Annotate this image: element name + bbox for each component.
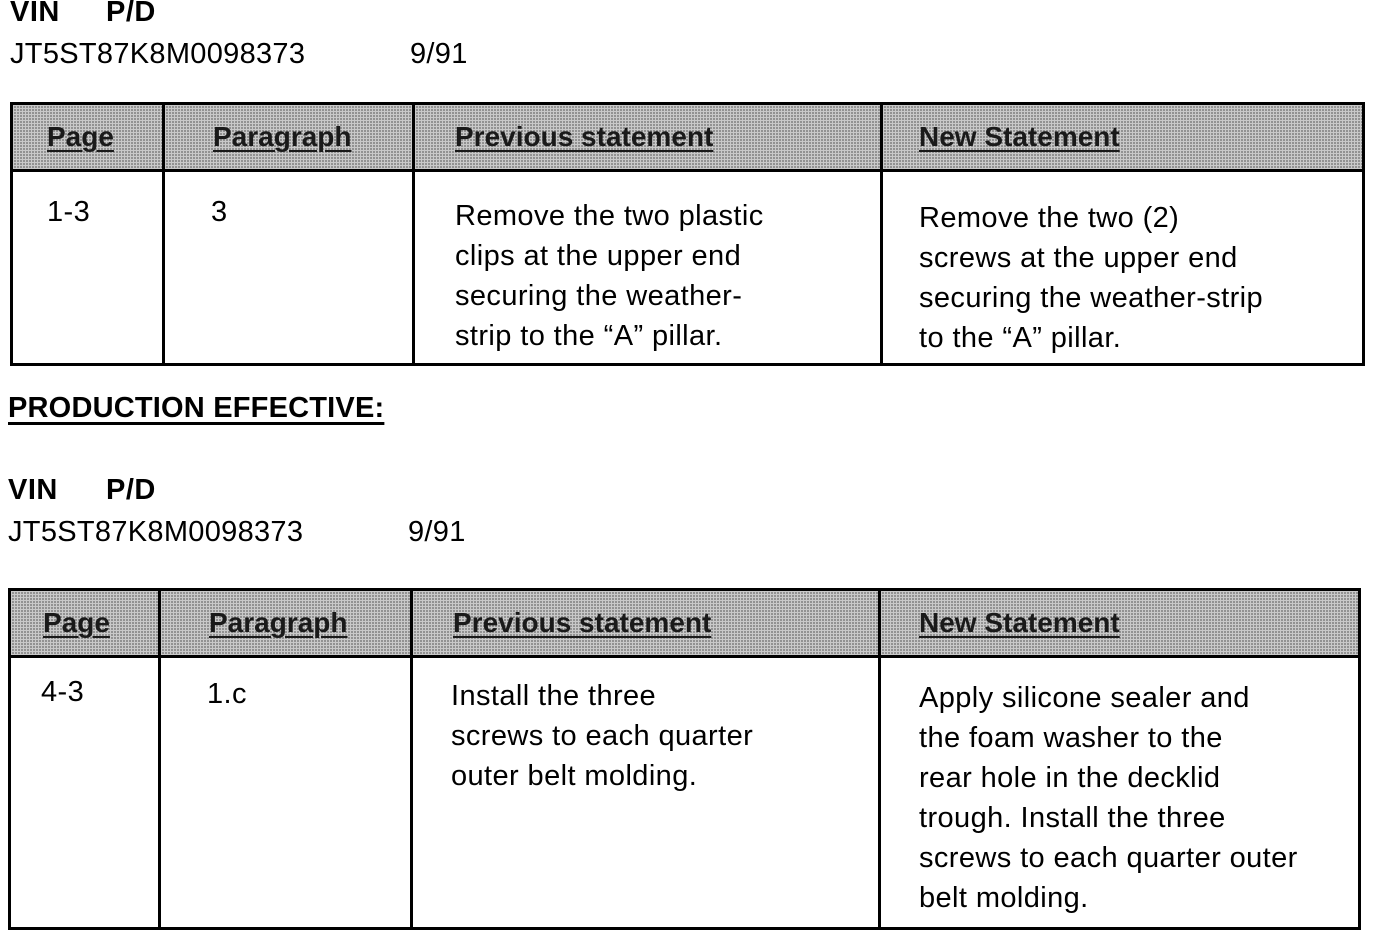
page-cell: 1-3 [12,171,164,365]
vin-label: VIN [10,0,60,28]
pd-label: P/D [106,0,156,28]
new-statement-header: New Statement [880,590,1360,657]
statement-table [8,588,1361,930]
table-row [12,171,1364,365]
page-cell: 4-3 [10,657,160,929]
page-header: Page [12,104,164,171]
pd-value: 9/91 [408,516,466,548]
table-header-row [10,590,1360,657]
previous-statement-header: Previous statement [414,104,882,171]
paragraph-header: Paragraph [164,104,414,171]
pd-label: P/D [106,474,156,506]
statement-table [10,102,1365,366]
production-effective-heading: PRODUCTION EFFECTIVE: [8,392,385,424]
previous-statement-header: Previous statement [412,590,880,657]
vin-pd-label-row [10,0,156,29]
page-header: Page [10,590,160,657]
paragraph-cell: 3 [164,171,414,365]
vin-pd-value-row [10,38,468,71]
previous-statement-cell: Install the three screws to each quarter outer belt molding. [412,657,880,929]
vin-label: VIN [8,474,58,506]
previous-statement-cell: Remove the two plastic clips at the upper end securing the weather- strip to the “A” pillar. [414,171,882,365]
vin-value: JT5ST87K8M0098373 [10,38,306,70]
table-row [10,657,1360,929]
new-statement-cell: Apply silicone sealer and the foam washer to the rear hole in the decklid trough. Install the three screws to each quarter outer belt molding. [880,657,1360,929]
vin-pd-value-row [8,516,466,549]
table-header-row [12,104,1364,171]
vin-value: JT5ST87K8M0098373 [8,516,304,548]
vin-pd-label-row [8,474,156,507]
new-statement-header: New Statement [882,104,1364,171]
pd-value: 9/91 [410,38,468,70]
new-statement-cell: Remove the two (2) screws at the upper end securing the weather-strip to the “A” pillar. [882,171,1364,365]
paragraph-cell: 1.c [160,657,412,929]
paragraph-header: Paragraph [160,590,412,657]
